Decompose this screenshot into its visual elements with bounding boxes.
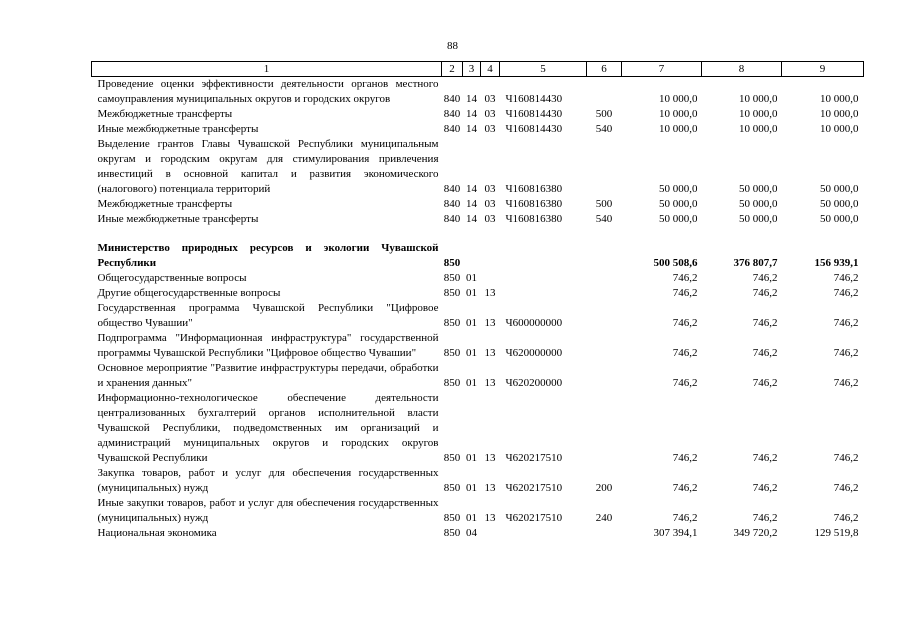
cell-amount-col8: 349 720,2 [733,527,778,539]
cell-amount-col7: 746,2 [672,287,698,299]
cell-ministry-code: 840 [443,93,461,105]
cell-amount-col8: 746,2 [752,272,778,284]
cell-amount-col8: 10 000,0 [739,123,778,135]
cell-section: 01 [466,377,477,389]
cell-section: 14 [466,183,477,195]
row-interbudget-transfers [92,107,864,122]
column-header-9: 9 [782,62,864,77]
cell-expense-type [587,331,622,361]
cell-name: Другие общегосударственные вопросы [97,287,281,299]
cell-target-article [500,241,587,271]
cell-name: Межбюджетные трансферты [97,198,233,210]
cell-amount-col8: 50 000,0 [739,198,778,210]
cell-amount-col9: 10 000,0 [820,123,859,135]
cell-amount-col9: 50 000,0 [820,183,859,195]
row-general-state-issues [92,271,864,286]
cell-name: Информационно-технологическое обеспечение деятельности централизованных бухгалтерий органов исполнительной власти Чувашской Республики, подведомственных им организаций и администраций муниципальных округов и городских округов Чувашской Республики [97,392,439,464]
cell-subsection [481,271,500,286]
cell-amount-col8: 746,2 [752,317,778,329]
spacer-row [92,227,864,241]
cell-amount-col9: 746,2 [833,317,859,329]
row-subprogram-info-infrastructure [92,331,864,361]
cell-amount-col8: 50 000,0 [739,213,778,225]
cell-amount-col8: 746,2 [752,482,778,494]
page-number: 88 [447,40,458,52]
cell-ministry-code: 840 [443,183,461,195]
cell-expense-type: 540 [595,213,613,225]
cell-name: Межбюджетные трансферты [97,108,233,120]
column-header-3: 3 [463,62,481,77]
cell-expense-type: 240 [595,512,613,524]
row-other-procurement [92,496,864,526]
column-header-6: 6 [587,62,622,77]
cell-target-article: Ч620217510 [505,512,563,524]
cell-amount-col9: 746,2 [833,377,859,389]
cell-amount-col8: 10 000,0 [739,108,778,120]
cell-subsection: 03 [484,183,496,195]
cell-ministry-code: 850 [443,452,461,464]
row-procurement-goods-services [92,466,864,496]
cell-expense-type [587,301,622,331]
cell-subsection: 13 [484,317,496,329]
cell-subsection: 13 [484,347,496,359]
cell-subsection: 03 [484,123,496,135]
cell-expense-type [587,77,622,108]
cell-amount-col7: 500 508,6 [653,257,698,269]
cell-name: Иные межбюджетные трансферты [97,123,259,135]
cell-section: 01 [466,287,477,299]
cell-ministry-code: 840 [443,123,461,135]
cell-amount-col8: 746,2 [752,452,778,464]
cell-name: Основное мероприятие "Развитие инфраструктуры передачи, обработки и хранения данных" [97,362,439,389]
cell-amount-col7: 746,2 [672,512,698,524]
cell-name: Общегосударственные вопросы [97,272,247,284]
cell-target-article: Ч620217510 [505,482,563,494]
cell-expense-type [587,271,622,286]
cell-amount-col7: 50 000,0 [659,213,698,225]
cell-amount-col8: 50 000,0 [739,183,778,195]
budget-table [91,61,864,541]
cell-expense-type [587,137,622,197]
cell-target-article: Ч160814430 [505,93,563,105]
cell-section: 01 [466,347,477,359]
cell-ministry-code: 850 [443,512,461,524]
cell-subsection: 13 [484,377,496,389]
cell-subsection [481,526,500,541]
cell-section [463,241,481,271]
cell-section: 14 [466,108,477,120]
cell-expense-type: 540 [595,123,613,135]
cell-name: Проведение оценки эффективности деятельности органов местного самоуправления муниципальных округов и городских округов [97,78,439,105]
cell-subsection: 03 [484,213,496,225]
cell-amount-col7: 746,2 [672,452,698,464]
column-header-5: 5 [500,62,587,77]
cell-section: 14 [466,213,477,225]
cell-target-article: Ч620000000 [505,347,563,359]
cell-amount-col9: 50 000,0 [820,213,859,225]
row-other-general-state-issues [92,286,864,301]
cell-target-article: Ч160814430 [505,123,563,135]
cell-amount-col7: 746,2 [672,347,698,359]
column-header-7: 7 [622,62,702,77]
cell-amount-col7: 746,2 [672,272,698,284]
cell-amount-col9: 10 000,0 [820,108,859,120]
cell-name: Подпрограмма "Информационная инфраструктура" государственной программы Чувашской Республики "Цифровое общество Чувашии" [97,332,439,359]
cell-target-article: Ч160814430 [505,108,563,120]
cell-amount-col7: 307 394,1 [653,527,698,539]
cell-amount-col7: 746,2 [672,317,698,329]
cell-name: Национальная экономика [97,527,217,539]
cell-target-article: Ч160816380 [505,213,563,225]
cell-section: 01 [466,272,477,284]
cell-amount-col8: 10 000,0 [739,93,778,105]
cell-name: Закупка товаров, работ и услуг для обеспечения государственных (муниципальных) нужд [97,467,439,494]
cell-target-article [500,286,587,301]
cell-subsection: 13 [484,482,496,494]
cell-ministry-code: 840 [443,108,461,120]
cell-ministry-code: 850 [443,317,461,329]
cell-ministry-code: 850 [443,272,461,284]
cell-amount-col9: 746,2 [833,347,859,359]
row-assessment-effectiveness [92,77,864,108]
row-grants-head-republic [92,137,864,197]
cell-expense-type [587,391,622,466]
cell-amount-col9: 746,2 [833,512,859,524]
cell-expense-type: 500 [595,198,613,210]
cell-section: 01 [466,317,477,329]
row-state-program-digital-society [92,301,864,331]
spacer-cell [92,227,864,241]
cell-name: Иные межбюджетные трансферты [97,213,259,225]
cell-amount-col8: 746,2 [752,512,778,524]
row-other-interbudget-transfers [92,212,864,227]
cell-target-article: Ч600000000 [505,317,563,329]
cell-section: 14 [466,198,477,210]
cell-amount-col7: 10 000,0 [659,93,698,105]
cell-expense-type: 200 [595,482,613,494]
cell-ministry-code: 840 [443,198,461,210]
cell-subsection: 13 [484,512,496,524]
cell-section: 14 [466,93,477,105]
row-interbudget-transfers [92,197,864,212]
table-body [92,77,864,542]
cell-subsection: 13 [484,287,496,299]
cell-ministry-code: 850 [443,257,461,269]
cell-section: 14 [466,123,477,135]
column-header-2: 2 [442,62,463,77]
cell-amount-col9: 746,2 [833,272,859,284]
cell-amount-col7: 746,2 [672,377,698,389]
cell-amount-col9: 129 519,8 [814,527,859,539]
cell-subsection: 03 [484,93,496,105]
header-row [92,62,864,77]
cell-amount-col7: 10 000,0 [659,108,698,120]
cell-subsection: 13 [484,452,496,464]
cell-target-article: Ч620200000 [505,377,563,389]
cell-name: Выделение грантов Главы Чувашской Республики муниципальным округам и городским округам для стимулирования привлечения инвестиций в основной капитал и развития экономического (налогового) потенциала территорий [97,138,439,195]
cell-amount-col8: 746,2 [752,377,778,389]
cell-amount-col7: 50 000,0 [659,183,698,195]
cell-ministry-code: 850 [443,287,461,299]
cell-amount-col9: 746,2 [833,287,859,299]
cell-amount-col9: 10 000,0 [820,93,859,105]
cell-target-article: Ч160816380 [505,198,563,210]
cell-ministry-code: 850 [443,347,461,359]
row-ministry-natural-resources [92,241,864,271]
cell-amount-col8: 376 807,7 [733,257,778,269]
cell-section: 01 [466,482,477,494]
cell-subsection: 03 [484,198,496,210]
cell-amount-col8: 746,2 [752,287,778,299]
cell-ministry-code: 850 [443,527,461,539]
cell-target-article: Ч620217510 [505,452,563,464]
cell-amount-col9: 746,2 [833,452,859,464]
cell-amount-col9: 746,2 [833,482,859,494]
cell-target-article: Ч160816380 [505,183,563,195]
row-it-support-accounting [92,391,864,466]
cell-subsection: 03 [484,108,496,120]
cell-expense-type [587,286,622,301]
cell-amount-col9: 50 000,0 [820,198,859,210]
cell-expense-type [587,526,622,541]
cell-amount-col7: 746,2 [672,482,698,494]
cell-amount-col9: 156 939,1 [814,257,859,269]
cell-name: Министерство природных ресурсов и экологии Чувашской Республики [97,242,439,269]
column-header-8: 8 [702,62,782,77]
cell-name: Государственная программа Чувашской Республики "Цифровое общество Чувашии" [97,302,439,329]
cell-amount-col8: 746,2 [752,347,778,359]
cell-ministry-code: 850 [443,377,461,389]
cell-target-article [500,526,587,541]
cell-section: 04 [466,527,477,539]
cell-ministry-code: 840 [443,213,461,225]
cell-amount-col7: 50 000,0 [659,198,698,210]
cell-section: 01 [466,512,477,524]
cell-subsection [481,241,500,271]
cell-target-article [500,271,587,286]
column-header-1: 1 [92,62,442,77]
table-header [92,62,864,77]
cell-amount-col7: 10 000,0 [659,123,698,135]
row-main-event-data-infrastructure [92,361,864,391]
row-other-interbudget-transfers [92,122,864,137]
cell-name: Иные закупки товаров, работ и услуг для обеспечения государственных (муниципальных) нужд [97,497,439,524]
cell-section: 01 [466,452,477,464]
row-national-economy [92,526,864,541]
column-header-4: 4 [481,62,500,77]
cell-expense-type [587,361,622,391]
cell-expense-type [587,241,622,271]
cell-ministry-code: 850 [443,482,461,494]
cell-expense-type: 500 [595,108,613,120]
